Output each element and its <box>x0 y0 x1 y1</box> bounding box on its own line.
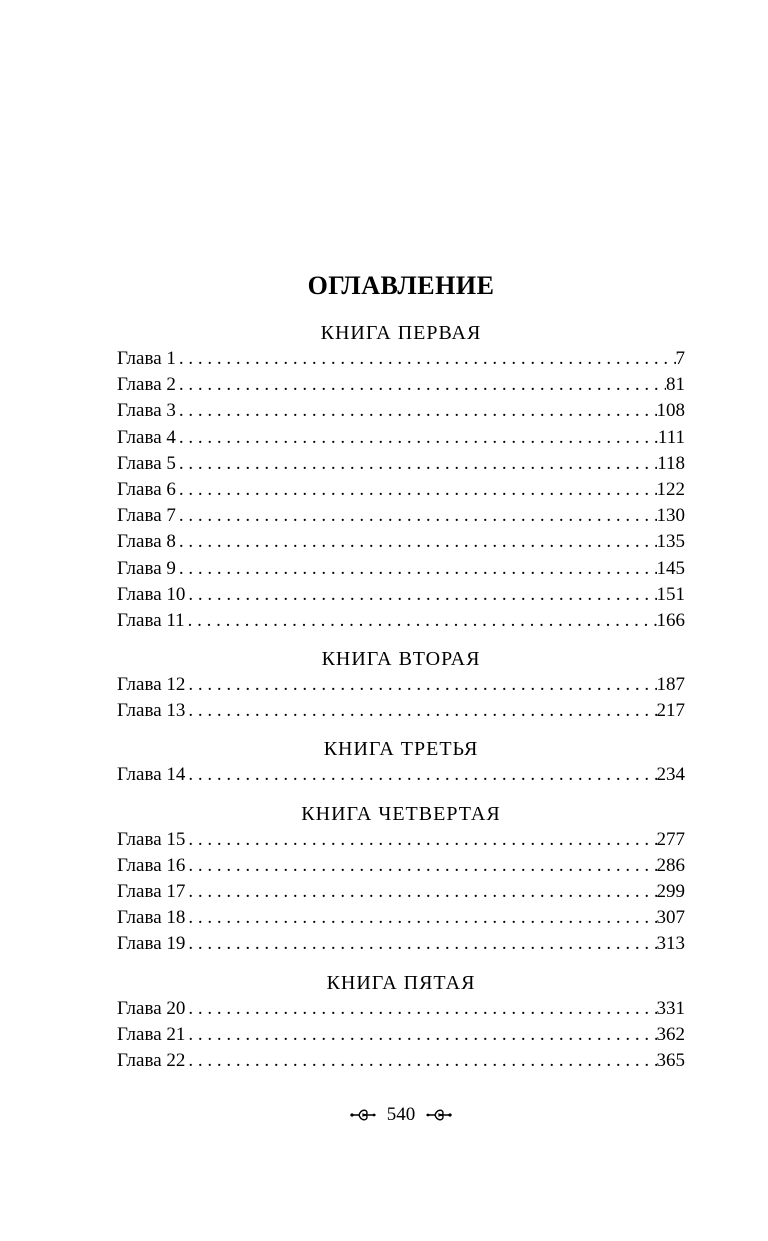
dot-leader <box>176 556 657 582</box>
dot-leader <box>185 582 656 608</box>
chapter-label: Глава 21 <box>117 1023 186 1045</box>
chapter-label: Глава 16 <box>117 854 186 876</box>
toc-entry[interactable] <box>117 1022 685 1048</box>
toc-entry[interactable] <box>117 1048 685 1074</box>
book-section <box>117 970 685 1075</box>
dot-leader <box>176 529 657 555</box>
toc-entry[interactable] <box>117 451 685 477</box>
dot-leader <box>185 996 656 1022</box>
toc-entry[interactable] <box>117 827 685 853</box>
chapter-label: Глава 19 <box>117 933 186 955</box>
page-number: 145 <box>656 557 685 579</box>
book-section <box>117 646 685 724</box>
dot-leader <box>176 398 657 424</box>
page-number: 118 <box>657 452 685 474</box>
page-number: 299 <box>656 881 685 902</box>
book-title: КНИГА ТРЕТЬЯ <box>323 738 479 761</box>
dot-leader <box>185 853 656 879</box>
chapter-label: Глава 6 <box>117 478 176 500</box>
toc-entry[interactable] <box>117 672 685 698</box>
dot-leader <box>185 672 656 698</box>
chapter-label: Глава 7 <box>117 505 176 527</box>
toc-entry[interactable] <box>117 905 685 931</box>
page-number: 331 <box>656 997 685 1019</box>
chapter-label: Глава 13 <box>117 700 186 722</box>
toc-entry[interactable] <box>117 477 685 503</box>
chapter-label: Глава 18 <box>117 907 186 929</box>
chapter-label: Глава 22 <box>117 1049 186 1071</box>
page-number: 108 <box>656 400 685 422</box>
dot-leader <box>185 827 656 853</box>
book-title: КНИГА ЧЕТВЕРТАЯ <box>301 802 501 825</box>
chapter-label: Глава 20 <box>117 997 186 1019</box>
dot-leader <box>185 931 656 957</box>
chapter-label: Глава 9 <box>117 557 176 579</box>
book-title: КНИГА ПЯТАЯ <box>326 971 476 994</box>
page-number: 166 <box>656 609 685 631</box>
chapter-label: Глава 15 <box>117 828 186 850</box>
dot-leader <box>176 503 657 529</box>
dot-leader <box>176 425 658 451</box>
page-number: 135 <box>656 531 685 553</box>
book-section <box>117 736 685 788</box>
table-of-contents <box>117 320 685 1074</box>
chapter-label: Глава 1 <box>117 348 176 369</box>
toc-entry[interactable] <box>117 853 685 879</box>
page-footer <box>117 1102 685 1128</box>
page-number: 286 <box>656 854 685 876</box>
page-number: 234 <box>656 764 685 786</box>
chapter-label: Глава 14 <box>117 764 186 786</box>
toc-entry[interactable] <box>117 503 685 529</box>
toc-entry[interactable] <box>117 529 685 555</box>
chapter-label: Глава 5 <box>117 452 176 474</box>
chapter-label: Глава 11 <box>117 609 185 631</box>
page-number: 307 <box>656 907 685 929</box>
toc-entry[interactable] <box>117 698 685 724</box>
page-number: 187 <box>656 674 685 696</box>
page-number: 81 <box>666 374 685 396</box>
dot-leader <box>185 1048 656 1074</box>
dot-leader <box>176 477 657 503</box>
page-number: 217 <box>656 700 685 722</box>
toc-entry[interactable] <box>117 762 685 788</box>
page-number: 362 <box>656 1023 685 1045</box>
page-number: 130 <box>656 505 685 527</box>
page-number: 7 <box>675 348 685 369</box>
dot-leader <box>176 451 657 477</box>
toc-entry[interactable] <box>117 582 685 608</box>
dot-leader <box>176 346 676 372</box>
dot-leader <box>185 1022 656 1048</box>
page-number: 365 <box>656 1049 685 1071</box>
page-title: ОГЛАВЛЕНИЕ <box>307 271 495 300</box>
toc-entry[interactable] <box>117 608 685 634</box>
toc-entry[interactable] <box>117 556 685 582</box>
page-number: 122 <box>656 478 685 500</box>
toc-entry[interactable] <box>117 931 685 957</box>
dot-leader <box>185 879 656 905</box>
page-number: 277 <box>656 828 685 850</box>
dot-leader <box>185 762 656 788</box>
chapter-label: Глава 2 <box>117 374 176 396</box>
dot-leader <box>176 372 666 398</box>
book-page <box>117 0 685 1241</box>
dot-leader <box>185 698 656 724</box>
dot-leader <box>185 905 656 931</box>
book-section <box>117 320 685 634</box>
toc-entry[interactable] <box>117 425 685 451</box>
chapter-label: Глава 3 <box>117 400 176 422</box>
chapter-label: Глава 10 <box>117 583 186 605</box>
toc-entry[interactable] <box>117 879 685 905</box>
book-section <box>117 801 685 958</box>
toc-entry[interactable] <box>117 372 685 398</box>
page-number-footer: 540 <box>386 1104 416 1125</box>
chapter-label: Глава 8 <box>117 531 176 553</box>
book-title: КНИГА ВТОРАЯ <box>321 648 481 671</box>
chapter-label: Глава 17 <box>117 881 186 902</box>
flourish-ornament-icon <box>425 1105 453 1125</box>
chapter-label: Глава 4 <box>117 426 176 448</box>
page-number: 111 <box>657 426 685 448</box>
chapter-label: Глава 12 <box>117 674 186 696</box>
dot-leader <box>185 608 657 634</box>
page-number: 151 <box>656 583 685 605</box>
page-number: 313 <box>656 933 685 955</box>
toc-entry[interactable] <box>117 346 685 372</box>
book-title: КНИГА ПЕРВАЯ <box>320 322 482 344</box>
flourish-ornament-icon <box>349 1105 377 1125</box>
toc-entry[interactable] <box>117 398 685 424</box>
toc-entry[interactable] <box>117 996 685 1022</box>
